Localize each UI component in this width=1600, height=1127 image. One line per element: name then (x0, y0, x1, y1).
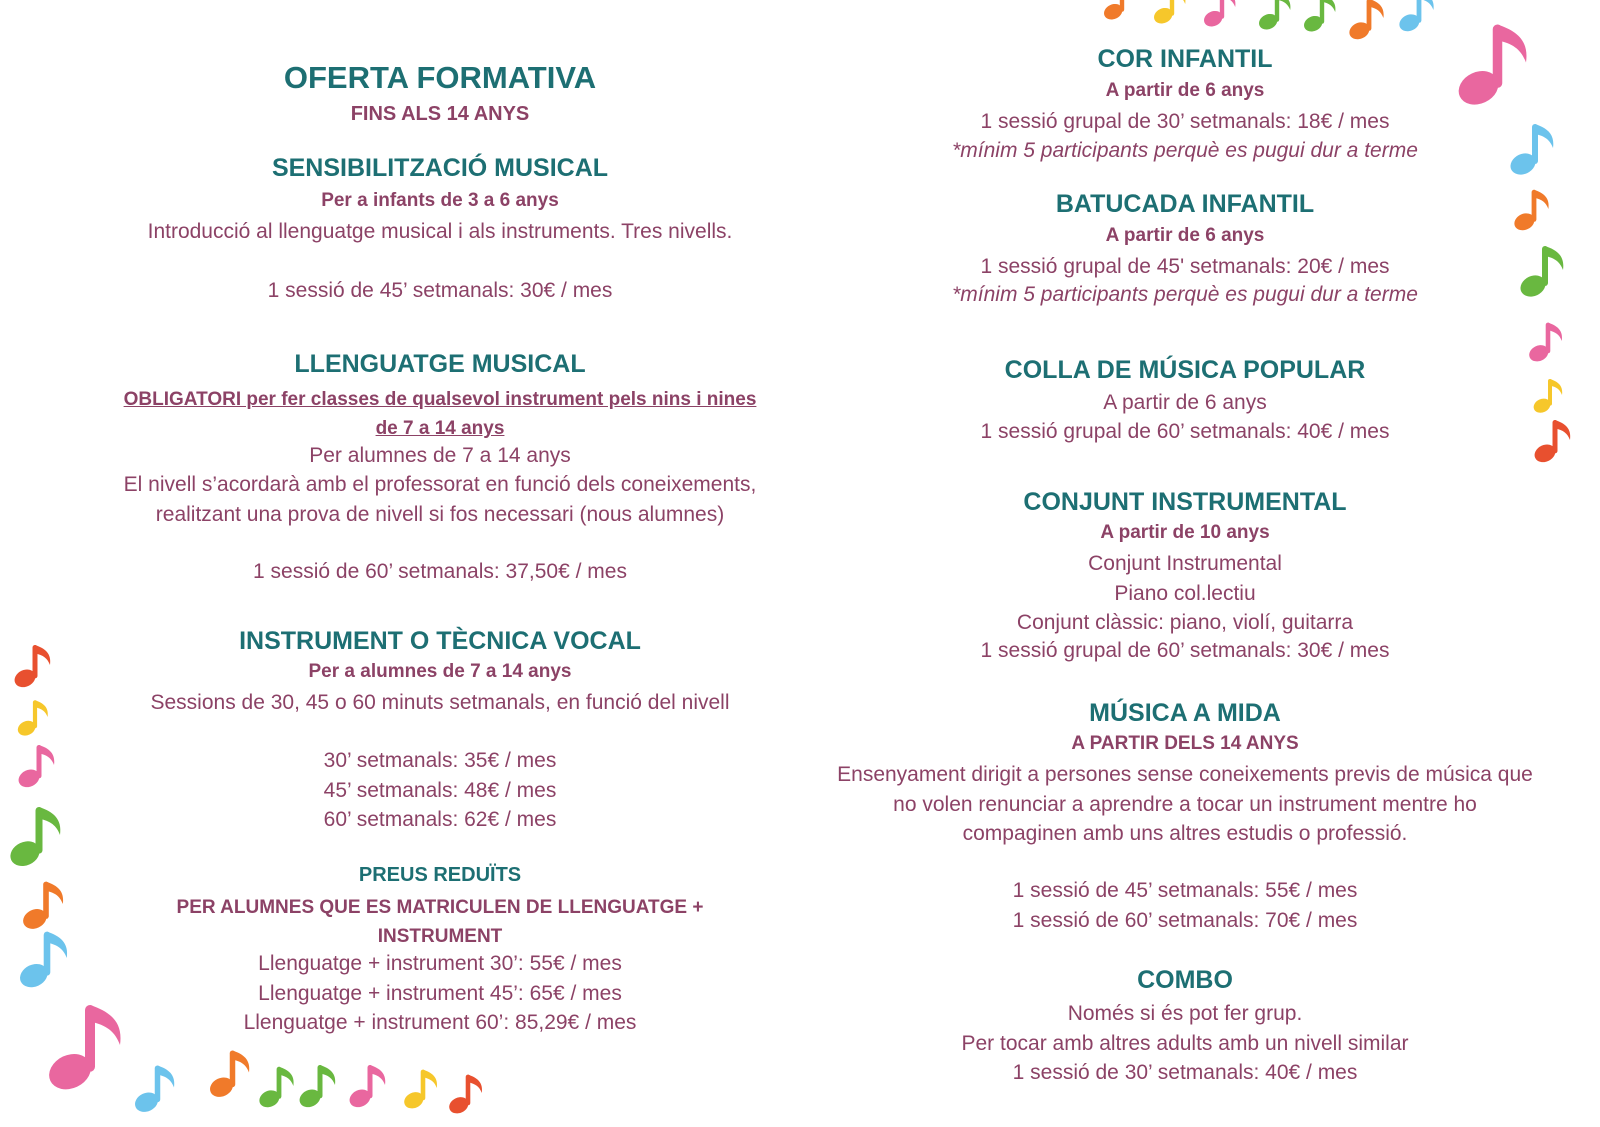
price-line: 30’ setmanals: 35€ / mes (323, 749, 557, 772)
note-batucada: *mínim 5 participants perquè es pugui dur a terme (952, 283, 1418, 306)
music-note-icon (14, 696, 56, 738)
music-note-icon (345, 1060, 395, 1110)
age-mida: A PARTIR DELS 14 ANYS (1071, 733, 1299, 754)
music-note-icon (1505, 118, 1565, 178)
combo-line: Només si és pot fer grup. (1067, 1002, 1303, 1025)
music-note-icon (4, 800, 74, 870)
music-note-icon (295, 1060, 345, 1110)
price-conjunt: 1 sessió grupal de 60’ setmanals: 30€ / mes (980, 639, 1390, 662)
music-note-icon (1525, 318, 1571, 364)
music-note-icon (1510, 185, 1558, 233)
prices-instrument (110, 746, 770, 835)
price-line: Llenguatge + instrument 45’: 65€ / mes (258, 981, 622, 1005)
subtitle-reduced: PER ALUMNES QUE ES MATRICULEN DE LLENGUATGE + INSTRUMENT (176, 897, 704, 947)
section-title-instrument: INSTRUMENT O TÈCNICA VOCAL (239, 627, 641, 655)
section-title-reduced: PREUS REDUÏTS (358, 864, 522, 886)
section-title-cor: COR INFANTIL (1097, 45, 1273, 73)
music-note-icon (14, 740, 64, 790)
price-line: Llenguatge + instrument 30’: 55€ / mes (258, 952, 622, 975)
music-note-icon (1345, 0, 1393, 42)
music-note-icon (1515, 240, 1575, 300)
list-item: Piano col.lectiu (1114, 581, 1256, 605)
price-line: Llenguatge + instrument 60’: 85,29€ / mes (243, 1011, 637, 1034)
music-note-icon (10, 640, 60, 690)
section-title-llenguatge: LLENGUATGE MUSICAL (294, 350, 586, 378)
music-note-icon (40, 995, 140, 1095)
price-batucada: 1 sessió grupal de 45' setmanals: 20€ / mes (980, 255, 1390, 278)
age-instrument: Per a alumnes de 7 a 14 anys (308, 661, 572, 682)
price-colla: 1 sessió grupal de 60’ setmanals: 40€ / mes (980, 420, 1390, 443)
music-note-icon (205, 1045, 260, 1100)
music-note-icon (1255, 0, 1299, 32)
desc-sensibilitzacio: Introducció al llenguatge musical i als instruments. Tres nivells. (147, 220, 733, 243)
age-batucada: A partir de 6 anys (1105, 225, 1265, 246)
music-note-icon (130, 1060, 185, 1115)
music-note-icon (1300, 0, 1344, 34)
music-note-icon (18, 876, 74, 932)
music-note-icon (1150, 0, 1194, 26)
age-llenguatge: Per alumnes de 7 a 14 anys (309, 444, 571, 467)
section-title-combo: COMBO (1137, 966, 1233, 994)
age-conjunt: A partir de 10 anys (1100, 522, 1270, 543)
price-line: 45’ setmanals: 48€ / mes (323, 778, 557, 802)
music-note-icon (445, 1070, 491, 1116)
price-line: 1 sessió de 45’ setmanals: 55€ / mes (1012, 879, 1358, 902)
age-sensibilitzacio: Per a infants de 3 a 6 anys (321, 190, 559, 211)
items-conjunt (835, 549, 1535, 638)
list-item: Conjunt Instrumental (1088, 552, 1282, 575)
price-line: 1 sessió de 60’ setmanals: 70€ / mes (1012, 908, 1358, 932)
combo-line: 1 sessió de 30’ setmanals: 40€ / mes (1012, 1061, 1358, 1084)
price-cor: 1 sessió grupal de 30’ setmanals: 18€ / mes (980, 110, 1390, 133)
price-llenguatge: 1 sessió de 60’ setmanals: 37,50€ / mes (253, 560, 627, 583)
age-colla: A partir de 6 anys (1103, 391, 1267, 414)
section-title-batucada: BATUCADA INFANTIL (1055, 190, 1315, 218)
page-subtitle: FINS ALS 14 ANYS (350, 103, 530, 125)
music-note-icon (1100, 0, 1144, 22)
music-note-icon (1530, 415, 1580, 465)
desc-mida: Ensenyament dirigit a persones sense coneixements previs de música que no volen renunciar a aprendre a tocar un instrument mentre ho compaginen amb uns altres estudis o professió. (837, 763, 1533, 845)
price-line: 60’ setmanals: 62€ / mes (323, 808, 557, 831)
music-note-icon (400, 1065, 446, 1111)
list-item: Conjunt clàssic: piano, violí, guitarra (1016, 611, 1354, 634)
section-title-conjunt: CONJUNT INSTRUMENTAL (1023, 488, 1347, 516)
music-note-icon (1450, 15, 1545, 110)
prices-reduced (110, 949, 770, 1038)
music-note-icon (1395, 0, 1443, 34)
desc-instrument: Sessions de 30, 45 o 60 minuts setmanals, en funció del nivell (150, 691, 730, 714)
note-cor: *mínim 5 participants perquè es pugui dur a terme (952, 139, 1418, 162)
desc-llenguatge: El nivell s’acordarà amb el professorat en funció dels coneixements, realitzant una prova de nivell si fos necessari (nous alumnes) (123, 473, 757, 526)
music-note-icon (14, 925, 80, 991)
required-llenguatge: OBLIGATORI per fer classes de qualsevol instrument pels nins i nines de 7 a 14 anys (123, 389, 757, 439)
age-cor: A partir de 6 anys (1105, 80, 1265, 101)
page-title: OFERTA FORMATIVA (283, 60, 597, 95)
lines-combo (835, 999, 1535, 1088)
section-title-mida: MÚSICA A MIDA (1089, 699, 1281, 727)
price-sensibilitzacio: 1 sessió de 45’ setmanals: 30€ / mes (267, 279, 613, 302)
prices-mida (835, 876, 1535, 935)
section-title-colla: COLLA DE MÚSICA POPULAR (1004, 356, 1366, 384)
section-title-sensibilitzacio: SENSIBILITZACIÓ MUSICAL (271, 154, 609, 182)
music-note-icon (1530, 375, 1570, 415)
combo-line: Per tocar amb altres adults amb un nivell similar (961, 1031, 1409, 1055)
music-note-icon (1200, 0, 1244, 29)
